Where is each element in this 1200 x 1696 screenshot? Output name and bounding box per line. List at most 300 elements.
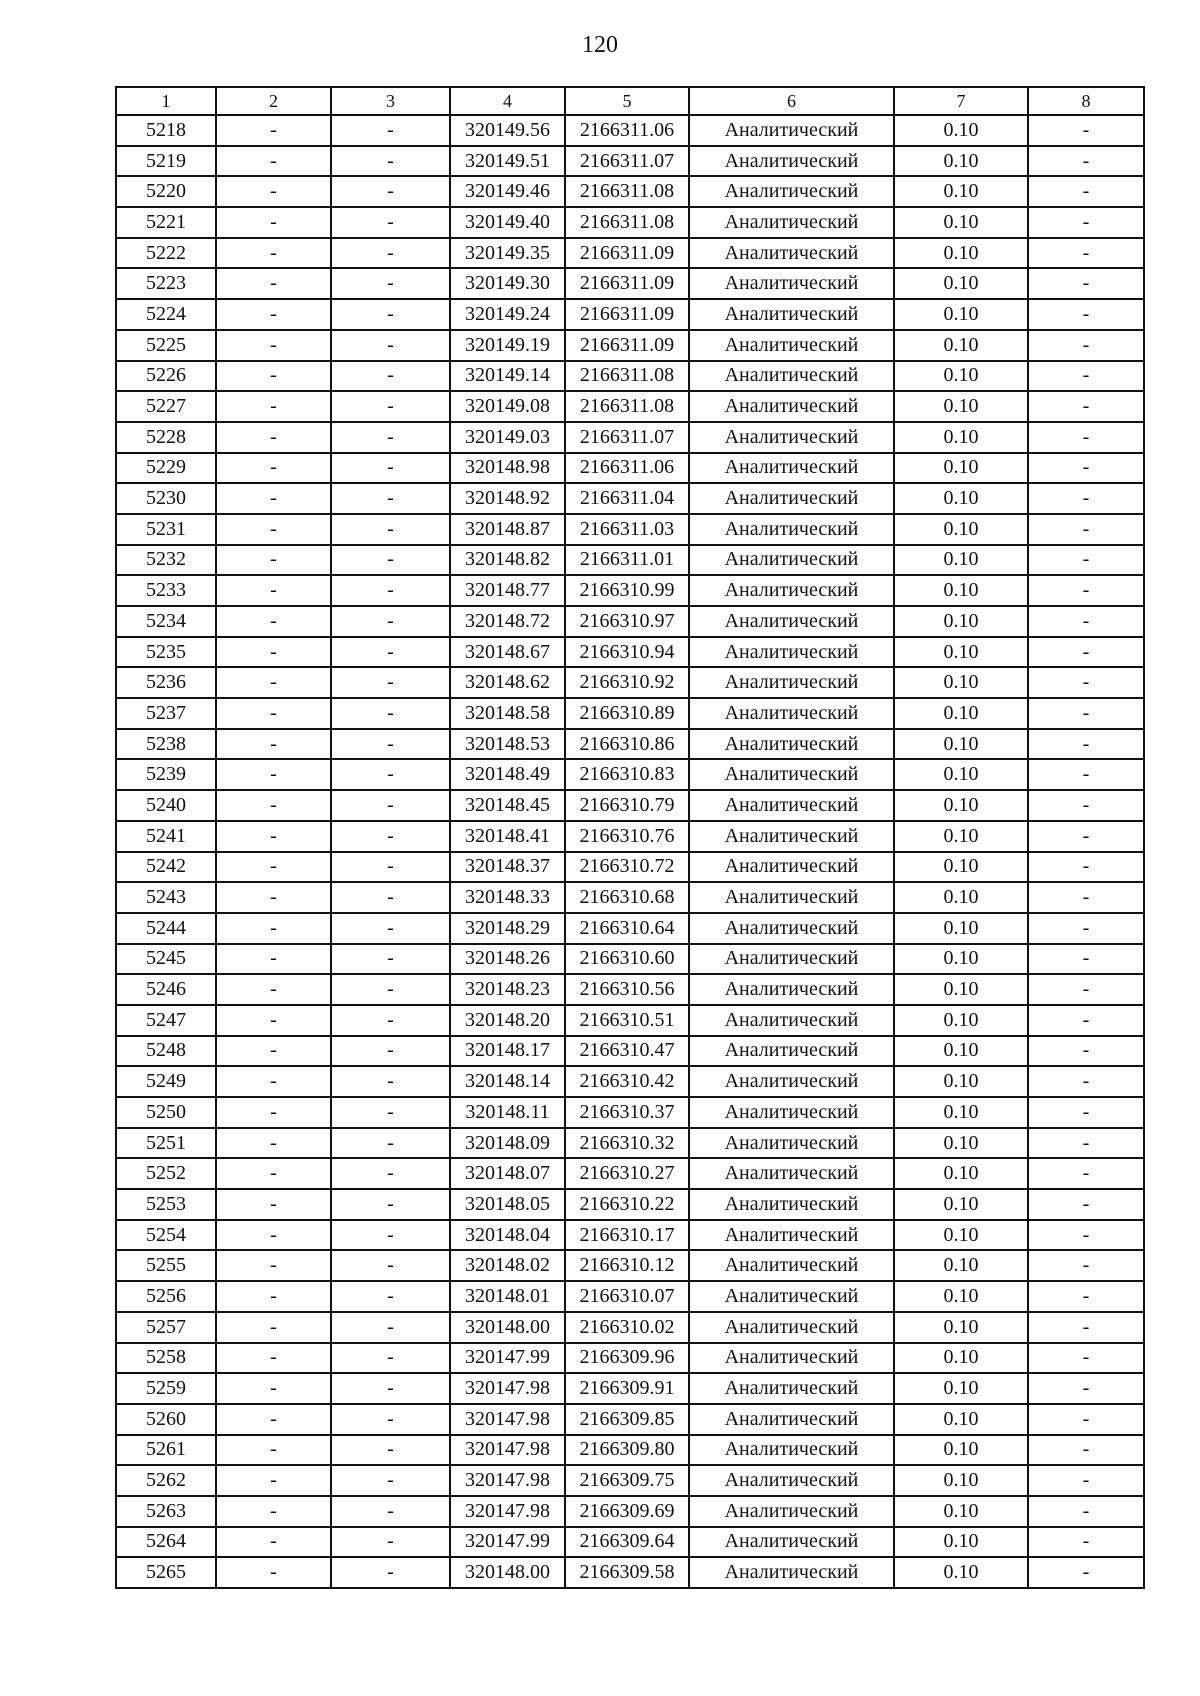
col3-cell: - [331, 115, 450, 146]
method-cell: Аналитический [689, 1036, 894, 1067]
method-cell: Аналитический [689, 1066, 894, 1097]
accuracy-cell: 0.10 [894, 514, 1028, 545]
table-row [116, 852, 1144, 883]
accuracy-cell: 0.10 [894, 1404, 1028, 1435]
col3-cell: - [331, 1158, 450, 1189]
table-row [116, 1128, 1144, 1159]
col2-cell: - [216, 1312, 331, 1343]
col8-cell: - [1028, 361, 1144, 392]
y-coordinate-cell: 2166310.32 [565, 1128, 689, 1159]
col2-cell: - [216, 207, 331, 238]
col2-cell: - [216, 1465, 331, 1496]
y-coordinate-cell: 2166310.60 [565, 944, 689, 975]
point-number-cell: 5222 [116, 238, 216, 269]
col3-cell: - [331, 1557, 450, 1588]
accuracy-cell: 0.10 [894, 852, 1028, 883]
x-coordinate-cell: 320147.99 [450, 1343, 565, 1374]
x-coordinate-cell: 320149.14 [450, 361, 565, 392]
point-number-cell: 5226 [116, 361, 216, 392]
point-number-cell: 5261 [116, 1435, 216, 1466]
method-cell: Аналитический [689, 1220, 894, 1251]
col3-cell: - [331, 1250, 450, 1281]
col2-cell: - [216, 1281, 331, 1312]
x-coordinate-cell: 320149.56 [450, 115, 565, 146]
table-row [116, 1220, 1144, 1251]
y-coordinate-cell: 2166311.04 [565, 483, 689, 514]
col2-cell: - [216, 575, 331, 606]
table-row [116, 1281, 1144, 1312]
x-coordinate-cell: 320148.07 [450, 1158, 565, 1189]
table-row [116, 1189, 1144, 1220]
point-number-cell: 5248 [116, 1036, 216, 1067]
x-coordinate-cell: 320147.98 [450, 1404, 565, 1435]
table-row [116, 821, 1144, 852]
col8-cell: - [1028, 1250, 1144, 1281]
method-cell: Аналитический [689, 1343, 894, 1374]
accuracy-cell: 0.10 [894, 483, 1028, 514]
col2-cell: - [216, 821, 331, 852]
x-coordinate-cell: 320149.35 [450, 238, 565, 269]
x-coordinate-cell: 320148.87 [450, 514, 565, 545]
col2-cell: - [216, 176, 331, 207]
accuracy-cell: 0.10 [894, 1435, 1028, 1466]
y-coordinate-cell: 2166310.89 [565, 698, 689, 729]
table-row [116, 1097, 1144, 1128]
col3-cell: - [331, 944, 450, 975]
accuracy-cell: 0.10 [894, 1036, 1028, 1067]
col8-cell: - [1028, 698, 1144, 729]
method-cell: Аналитический [689, 1373, 894, 1404]
y-coordinate-cell: 2166310.79 [565, 790, 689, 821]
y-coordinate-cell: 2166311.08 [565, 207, 689, 238]
table-row [116, 1158, 1144, 1189]
point-number-cell: 5251 [116, 1128, 216, 1159]
y-coordinate-cell: 2166310.02 [565, 1312, 689, 1343]
point-number-cell: 5233 [116, 575, 216, 606]
x-coordinate-cell: 320148.11 [450, 1097, 565, 1128]
accuracy-cell: 0.10 [894, 1005, 1028, 1036]
col2-cell: - [216, 852, 331, 883]
table-row [116, 514, 1144, 545]
point-number-cell: 5231 [116, 514, 216, 545]
method-cell: Аналитический [689, 729, 894, 760]
table-row [116, 115, 1144, 146]
accuracy-cell: 0.10 [894, 1557, 1028, 1588]
point-number-cell: 5260 [116, 1404, 216, 1435]
col3-cell: - [331, 1220, 450, 1251]
accuracy-cell: 0.10 [894, 913, 1028, 944]
table-row [116, 667, 1144, 698]
point-number-cell: 5228 [116, 422, 216, 453]
col3-cell: - [331, 882, 450, 913]
point-number-cell: 5227 [116, 391, 216, 422]
table-row [116, 1066, 1144, 1097]
table-row [116, 268, 1144, 299]
method-cell: Аналитический [689, 759, 894, 790]
column-header: 4 [450, 87, 565, 115]
accuracy-cell: 0.10 [894, 422, 1028, 453]
point-number-cell: 5218 [116, 115, 216, 146]
table-row [116, 361, 1144, 392]
table-row [116, 146, 1144, 177]
point-number-cell: 5247 [116, 1005, 216, 1036]
x-coordinate-cell: 320148.17 [450, 1036, 565, 1067]
table-row [116, 207, 1144, 238]
col3-cell: - [331, 1036, 450, 1067]
col3-cell: - [331, 913, 450, 944]
table-row [116, 1465, 1144, 1496]
method-cell: Аналитический [689, 637, 894, 668]
x-coordinate-cell: 320148.37 [450, 852, 565, 883]
col2-cell: - [216, 1036, 331, 1067]
accuracy-cell: 0.10 [894, 729, 1028, 760]
method-cell: Аналитический [689, 361, 894, 392]
table-row [116, 391, 1144, 422]
accuracy-cell: 0.10 [894, 790, 1028, 821]
table-row [116, 913, 1144, 944]
method-cell: Аналитический [689, 391, 894, 422]
y-coordinate-cell: 2166310.07 [565, 1281, 689, 1312]
col3-cell: - [331, 821, 450, 852]
x-coordinate-cell: 320149.46 [450, 176, 565, 207]
y-coordinate-cell: 2166309.75 [565, 1465, 689, 1496]
point-number-cell: 5245 [116, 944, 216, 975]
y-coordinate-cell: 2166311.07 [565, 146, 689, 177]
col8-cell: - [1028, 1128, 1144, 1159]
col2-cell: - [216, 1189, 331, 1220]
accuracy-cell: 0.10 [894, 882, 1028, 913]
table-row [116, 238, 1144, 269]
method-cell: Аналитический [689, 1097, 894, 1128]
table-row [116, 974, 1144, 1005]
y-coordinate-cell: 2166310.56 [565, 974, 689, 1005]
col3-cell: - [331, 299, 450, 330]
col8-cell: - [1028, 176, 1144, 207]
col8-cell: - [1028, 1066, 1144, 1097]
method-cell: Аналитический [689, 790, 894, 821]
point-number-cell: 5236 [116, 667, 216, 698]
table-row [116, 1312, 1144, 1343]
col2-cell: - [216, 1158, 331, 1189]
col3-cell: - [331, 1373, 450, 1404]
accuracy-cell: 0.10 [894, 330, 1028, 361]
method-cell: Аналитический [689, 913, 894, 944]
method-cell: Аналитический [689, 575, 894, 606]
accuracy-cell: 0.10 [894, 974, 1028, 1005]
col2-cell: - [216, 1557, 331, 1588]
col2-cell: - [216, 1220, 331, 1251]
accuracy-cell: 0.10 [894, 1128, 1028, 1159]
y-coordinate-cell: 2166311.01 [565, 545, 689, 576]
x-coordinate-cell: 320148.23 [450, 974, 565, 1005]
point-number-cell: 5234 [116, 606, 216, 637]
method-cell: Аналитический [689, 1404, 894, 1435]
point-number-cell: 5252 [116, 1158, 216, 1189]
accuracy-cell: 0.10 [894, 944, 1028, 975]
table-row [116, 790, 1144, 821]
y-coordinate-cell: 2166310.99 [565, 575, 689, 606]
col3-cell: - [331, 1097, 450, 1128]
col3-cell: - [331, 391, 450, 422]
accuracy-cell: 0.10 [894, 1373, 1028, 1404]
accuracy-cell: 0.10 [894, 606, 1028, 637]
col2-cell: - [216, 268, 331, 299]
x-coordinate-cell: 320148.58 [450, 698, 565, 729]
point-number-cell: 5253 [116, 1189, 216, 1220]
col2-cell: - [216, 1066, 331, 1097]
y-coordinate-cell: 2166310.94 [565, 637, 689, 668]
y-coordinate-cell: 2166310.83 [565, 759, 689, 790]
col3-cell: - [331, 1005, 450, 1036]
col2-cell: - [216, 729, 331, 760]
col2-cell: - [216, 1005, 331, 1036]
x-coordinate-cell: 320148.98 [450, 453, 565, 484]
y-coordinate-cell: 2166311.09 [565, 238, 689, 269]
point-number-cell: 5246 [116, 974, 216, 1005]
method-cell: Аналитический [689, 453, 894, 484]
table-row [116, 1435, 1144, 1466]
method-cell: Аналитический [689, 974, 894, 1005]
table-header-row [116, 87, 1144, 115]
table-row [116, 882, 1144, 913]
accuracy-cell: 0.10 [894, 821, 1028, 852]
table-row [116, 1496, 1144, 1527]
col3-cell: - [331, 1343, 450, 1374]
point-number-cell: 5238 [116, 729, 216, 760]
y-coordinate-cell: 2166309.85 [565, 1404, 689, 1435]
method-cell: Аналитический [689, 944, 894, 975]
col8-cell: - [1028, 575, 1144, 606]
table-row [116, 698, 1144, 729]
col8-cell: - [1028, 238, 1144, 269]
method-cell: Аналитический [689, 1496, 894, 1527]
col3-cell: - [331, 361, 450, 392]
y-coordinate-cell: 2166309.80 [565, 1435, 689, 1466]
col8-cell: - [1028, 637, 1144, 668]
y-coordinate-cell: 2166310.51 [565, 1005, 689, 1036]
table-row [116, 330, 1144, 361]
x-coordinate-cell: 320148.53 [450, 729, 565, 760]
x-coordinate-cell: 320148.29 [450, 913, 565, 944]
accuracy-cell: 0.10 [894, 176, 1028, 207]
method-cell: Аналитический [689, 330, 894, 361]
col3-cell: - [331, 1281, 450, 1312]
col2-cell: - [216, 1496, 331, 1527]
point-number-cell: 5258 [116, 1343, 216, 1374]
x-coordinate-cell: 320148.33 [450, 882, 565, 913]
x-coordinate-cell: 320147.98 [450, 1373, 565, 1404]
col8-cell: - [1028, 667, 1144, 698]
x-coordinate-cell: 320147.99 [450, 1527, 565, 1558]
y-coordinate-cell: 2166310.68 [565, 882, 689, 913]
col3-cell: - [331, 1189, 450, 1220]
y-coordinate-cell: 2166310.42 [565, 1066, 689, 1097]
point-number-cell: 5263 [116, 1496, 216, 1527]
col2-cell: - [216, 1373, 331, 1404]
y-coordinate-cell: 2166310.47 [565, 1036, 689, 1067]
col8-cell: - [1028, 299, 1144, 330]
col8-cell: - [1028, 1281, 1144, 1312]
point-number-cell: 5250 [116, 1097, 216, 1128]
y-coordinate-cell: 2166310.37 [565, 1097, 689, 1128]
accuracy-cell: 0.10 [894, 207, 1028, 238]
table-row [116, 729, 1144, 760]
point-number-cell: 5220 [116, 176, 216, 207]
point-number-cell: 5235 [116, 637, 216, 668]
table-row [116, 1404, 1144, 1435]
point-number-cell: 5229 [116, 453, 216, 484]
y-coordinate-cell: 2166310.76 [565, 821, 689, 852]
point-number-cell: 5241 [116, 821, 216, 852]
accuracy-cell: 0.10 [894, 1250, 1028, 1281]
y-coordinate-cell: 2166311.07 [565, 422, 689, 453]
accuracy-cell: 0.10 [894, 667, 1028, 698]
point-number-cell: 5262 [116, 1465, 216, 1496]
col8-cell: - [1028, 1220, 1144, 1251]
col3-cell: - [331, 1404, 450, 1435]
table-row [116, 422, 1144, 453]
point-number-cell: 5239 [116, 759, 216, 790]
table-row [116, 1557, 1144, 1588]
x-coordinate-cell: 320149.03 [450, 422, 565, 453]
y-coordinate-cell: 2166309.91 [565, 1373, 689, 1404]
y-coordinate-cell: 2166310.86 [565, 729, 689, 760]
column-header: 5 [565, 87, 689, 115]
method-cell: Аналитический [689, 667, 894, 698]
accuracy-cell: 0.10 [894, 146, 1028, 177]
y-coordinate-cell: 2166310.27 [565, 1158, 689, 1189]
table-row [116, 483, 1144, 514]
column-header: 1 [116, 87, 216, 115]
y-coordinate-cell: 2166311.09 [565, 299, 689, 330]
col2-cell: - [216, 299, 331, 330]
col3-cell: - [331, 207, 450, 238]
col8-cell: - [1028, 1189, 1144, 1220]
col3-cell: - [331, 483, 450, 514]
method-cell: Аналитический [689, 1435, 894, 1466]
y-coordinate-cell: 2166311.06 [565, 453, 689, 484]
col3-cell: - [331, 422, 450, 453]
col8-cell: - [1028, 1465, 1144, 1496]
method-cell: Аналитический [689, 268, 894, 299]
point-number-cell: 5243 [116, 882, 216, 913]
col2-cell: - [216, 361, 331, 392]
point-number-cell: 5256 [116, 1281, 216, 1312]
col8-cell: - [1028, 453, 1144, 484]
col8-cell: - [1028, 391, 1144, 422]
col2-cell: - [216, 1128, 331, 1159]
col8-cell: - [1028, 729, 1144, 760]
accuracy-cell: 0.10 [894, 1312, 1028, 1343]
point-number-cell: 5223 [116, 268, 216, 299]
col8-cell: - [1028, 974, 1144, 1005]
method-cell: Аналитический [689, 852, 894, 883]
point-number-cell: 5249 [116, 1066, 216, 1097]
table-body [116, 115, 1144, 1588]
method-cell: Аналитический [689, 176, 894, 207]
point-number-cell: 5224 [116, 299, 216, 330]
y-coordinate-cell: 2166309.58 [565, 1557, 689, 1588]
accuracy-cell: 0.10 [894, 361, 1028, 392]
x-coordinate-cell: 320148.49 [450, 759, 565, 790]
y-coordinate-cell: 2166310.12 [565, 1250, 689, 1281]
col2-cell: - [216, 974, 331, 1005]
y-coordinate-cell: 2166311.03 [565, 514, 689, 545]
method-cell: Аналитический [689, 1250, 894, 1281]
col8-cell: - [1028, 1005, 1144, 1036]
col3-cell: - [331, 1435, 450, 1466]
point-number-cell: 5240 [116, 790, 216, 821]
point-number-cell: 5221 [116, 207, 216, 238]
accuracy-cell: 0.10 [894, 1097, 1028, 1128]
table-row [116, 299, 1144, 330]
col8-cell: - [1028, 268, 1144, 299]
x-coordinate-cell: 320148.01 [450, 1281, 565, 1312]
x-coordinate-cell: 320148.77 [450, 575, 565, 606]
x-coordinate-cell: 320147.98 [450, 1496, 565, 1527]
accuracy-cell: 0.10 [894, 453, 1028, 484]
col2-cell: - [216, 514, 331, 545]
col2-cell: - [216, 483, 331, 514]
x-coordinate-cell: 320149.08 [450, 391, 565, 422]
x-coordinate-cell: 320148.82 [450, 545, 565, 576]
column-header: 3 [331, 87, 450, 115]
method-cell: Аналитический [689, 146, 894, 177]
table-row [116, 176, 1144, 207]
y-coordinate-cell: 2166309.69 [565, 1496, 689, 1527]
method-cell: Аналитический [689, 1557, 894, 1588]
col3-cell: - [331, 330, 450, 361]
x-coordinate-cell: 320149.19 [450, 330, 565, 361]
col2-cell: - [216, 667, 331, 698]
x-coordinate-cell: 320148.02 [450, 1250, 565, 1281]
table-row [116, 759, 1144, 790]
col2-cell: - [216, 238, 331, 269]
table-row [116, 606, 1144, 637]
col2-cell: - [216, 637, 331, 668]
point-number-cell: 5265 [116, 1557, 216, 1588]
accuracy-cell: 0.10 [894, 637, 1028, 668]
x-coordinate-cell: 320149.40 [450, 207, 565, 238]
table-row [116, 944, 1144, 975]
point-number-cell: 5232 [116, 545, 216, 576]
col3-cell: - [331, 514, 450, 545]
col3-cell: - [331, 575, 450, 606]
point-number-cell: 5264 [116, 1527, 216, 1558]
accuracy-cell: 0.10 [894, 1343, 1028, 1374]
table-row [116, 1343, 1144, 1374]
col8-cell: - [1028, 1435, 1144, 1466]
x-coordinate-cell: 320148.62 [450, 667, 565, 698]
point-number-cell: 5230 [116, 483, 216, 514]
point-number-cell: 5244 [116, 913, 216, 944]
y-coordinate-cell: 2166310.97 [565, 606, 689, 637]
accuracy-cell: 0.10 [894, 575, 1028, 606]
col8-cell: - [1028, 1527, 1144, 1558]
col3-cell: - [331, 667, 450, 698]
col2-cell: - [216, 545, 331, 576]
method-cell: Аналитический [689, 606, 894, 637]
method-cell: Аналитический [689, 422, 894, 453]
col8-cell: - [1028, 606, 1144, 637]
col3-cell: - [331, 146, 450, 177]
col3-cell: - [331, 852, 450, 883]
x-coordinate-cell: 320148.04 [450, 1220, 565, 1251]
method-cell: Аналитический [689, 698, 894, 729]
col2-cell: - [216, 391, 331, 422]
x-coordinate-cell: 320149.24 [450, 299, 565, 330]
col2-cell: - [216, 698, 331, 729]
